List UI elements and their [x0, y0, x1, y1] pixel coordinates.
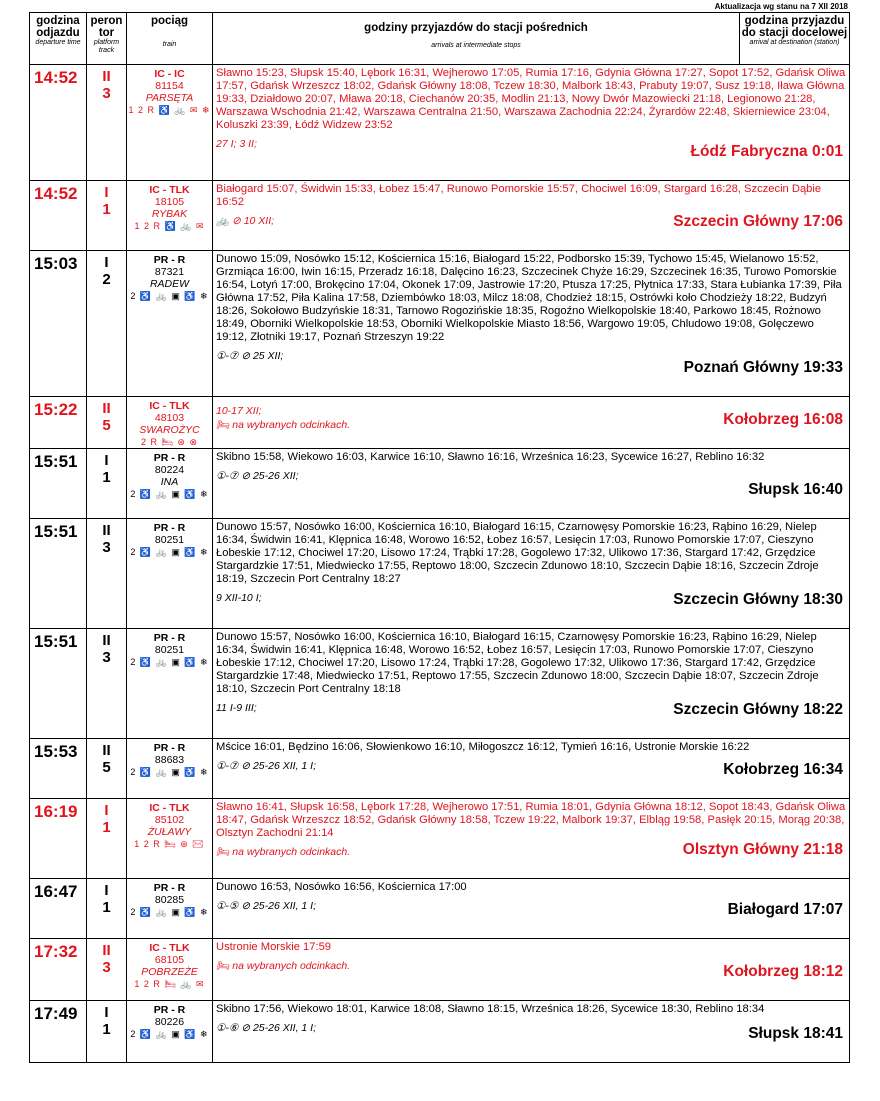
stops-cell — [213, 739, 850, 799]
track: 3 — [102, 539, 111, 556]
train-category: IC - TLK — [149, 802, 190, 814]
train-amenities-icons: 1 2 R 🛏 ⊛ ✉ — [134, 839, 205, 849]
platform: I — [104, 254, 109, 271]
header-stops: godziny przyjazdów do stacji pośrednich arrivals at intermediate stops — [213, 13, 740, 65]
table-row — [30, 739, 850, 799]
calendar-note: 27 I; 3 II; — [216, 138, 257, 150]
destination: Kołobrzeg 18:12 — [723, 963, 843, 980]
train-category: PR - R — [153, 254, 186, 266]
header-train: pociąg train — [127, 13, 213, 65]
intermediate-stops: Białogard 15:07, Świdwin 15:33, Łobez 15:47, Runowo Pomorskie 15:57, Chociwel 16:09, Stargard 16:28, Szczecin Dąbie 16:52 — [216, 183, 822, 208]
timetable — [29, 12, 850, 1063]
calendar-note: ①-⑦ ⊘ 25-26 XII, 1 I; — [216, 760, 316, 772]
train-amenities-icons: 2 R 🛏 ⊛ ⊗ — [140, 437, 198, 447]
calendar-note: 10-17 XII; — [216, 405, 262, 417]
train-number: 87321 — [154, 266, 185, 278]
platform-track — [87, 1001, 127, 1063]
departure-time: 15:22 — [30, 397, 87, 449]
intermediate-stops: Dunowo 15:57, Nosówko 16:00, Kościernica 16:10, Białogard 16:15, Czarnowęsy Pomorskie 16:23, Rąbino 16:29, Nielep 16:34, Świdwin 16:41, Klępnica 16:48, Worowo 16:52, Łobez 16:57, Lesięcin 17:03, Runowo Pomorskie 17:07, Cieszyno Łobeskie 17:12, Chociwel 17:20, Lisowo 17:24, Trąbki 17:28, Gogolewo 17:32, Ulikowo 17:36, Stargard 17:42, Grzędzice Stargardzkie 17:48, Miedwiecko 17:51, Reptowo 17:55, Szczecin Zdunowo 18:00, Szczecin Dąbie 18:07, Szczecin Zdroje 18:10, Szczecin Port Centralny 18:18 — [216, 631, 819, 695]
train-amenities-icons: 2 ♿ 🚲 ▣ ♿ ❄ — [130, 657, 209, 667]
train-amenities-icons: 2 ♿ 🚲 ▣ ♿ ❄ — [130, 1029, 209, 1039]
calendar-note: 🛏 na wybranych odcinkach. — [216, 846, 351, 858]
train-number: 68105 — [154, 954, 185, 966]
train-number: 88683 — [154, 754, 185, 766]
departure-time: 15:51 — [30, 629, 87, 739]
train-name: RYBAK — [151, 208, 188, 220]
platform-track — [87, 739, 127, 799]
table-row — [30, 879, 850, 939]
table-row — [30, 799, 850, 879]
stops-cell — [213, 251, 850, 397]
platform: II — [102, 742, 111, 759]
platform: I — [104, 882, 109, 899]
calendar-note: ①-⑦ ⊘ 25 XII; — [216, 350, 284, 362]
stops-cell — [213, 519, 850, 629]
train-info — [127, 939, 213, 1001]
train-category: PR - R — [153, 882, 186, 894]
track: 1 — [102, 1021, 111, 1038]
train-category: PR - R — [153, 632, 186, 644]
platform-track — [87, 879, 127, 939]
platform-track — [87, 629, 127, 739]
train-amenities-icons: 1 2 R ♿ 🚲 ✉ ❄ — [128, 105, 211, 115]
platform: II — [102, 522, 111, 539]
intermediate-stops: Dunowo 15:09, Nosówko 15:12, Kościernica 15:16, Białogard 15:22, Podborsko 15:39, Tychowo 15:45, Wielanowo 15:52, Grzmiąca 16:00, Iwin 16:15, Przeradz 16:18, Dalęcino 16:23, Szczecinek Chyże 16:29, Szczecinek 16:35, Turowo Pomorskie 16:54, Lotyń 17:00, Brokęcino 17:04, Okonek 17:09, Jastrowie 17:20, Ptusza 17:25, Płytnica 17:33, Stara Łubianka 17:39, Piła Główna 17:52, Piła Kalina 17:58, Dziembówko 18:03, Milcz 18:08, Chodzież 18:15, Ostrówki koło Chodzieży 18:22, Budzyń 18:26, Sokołowo Budzyńskie 18:31, Tarnowo Rogozińskie 18:35, Rogoźno Wielkopolskie 18:40, Parkowo 18:45, Rożnowo 18:49, Oborniki Wielkopolskie 18:53, Oborniki Wielkopolskie Miasto 18:56, Wargowo 19:05, Chludowo 19:08, Golęczewo 19:12, Złotniki 19:17, Poznań Strzeszyn 19:22 — [216, 253, 842, 343]
train-number: 85102 — [154, 814, 185, 826]
train-info — [127, 397, 213, 449]
destination: Poznań Główny 19:33 — [683, 359, 843, 376]
track: 1 — [102, 899, 111, 916]
departure-time: 17:32 — [30, 939, 87, 1001]
stops-cell — [213, 629, 850, 739]
platform: II — [102, 632, 111, 649]
track: 1 — [102, 201, 111, 218]
calendar-note: ①-⑥ ⊘ 25-26 XII, 1 I; — [216, 1022, 316, 1034]
train-info — [127, 739, 213, 799]
table-row — [30, 629, 850, 739]
track: 3 — [102, 959, 111, 976]
intermediate-stops: Mścice 16:01, Będzino 16:06, Słowienkowo 16:10, Miłogoszcz 16:12, Tymień 16:16, Ustronie Morskie 16:22 — [216, 741, 750, 753]
stops-cell — [213, 939, 850, 1001]
train-info — [127, 251, 213, 397]
train-amenities-icons: 1 2 R ♿ 🚲 ✉ — [134, 221, 205, 231]
table-row — [30, 181, 850, 251]
platform-track — [87, 519, 127, 629]
train-info — [127, 65, 213, 181]
train-name: INA — [160, 476, 179, 488]
table-row — [30, 397, 850, 449]
destination: Słupsk 16:40 — [748, 481, 843, 498]
header-destination: godzina przyjazdu do stacji docelowej arrival at destination (station) — [740, 13, 850, 65]
train-number: 80251 — [154, 534, 185, 546]
calendar-note: 9 XII-10 I; — [216, 592, 262, 604]
destination: Białogard 17:07 — [727, 901, 843, 918]
train-amenities-icons: 2 ♿ 🚲 ▣ ♿ ❄ — [130, 907, 209, 917]
train-info — [127, 629, 213, 739]
track: 5 — [102, 417, 111, 434]
train-info — [127, 1001, 213, 1063]
departure-time: 14:52 — [30, 65, 87, 181]
table-row — [30, 1001, 850, 1063]
platform: I — [104, 802, 109, 819]
calendar-note: 🛏 na wybranych odcinkach. — [216, 960, 351, 972]
platform-track — [87, 181, 127, 251]
platform: I — [104, 1004, 109, 1021]
departure-time: 17:49 — [30, 1001, 87, 1063]
table-row — [30, 519, 850, 629]
calendar-note: 11 I-9 III; — [216, 702, 257, 714]
track: 3 — [102, 649, 111, 666]
platform-track — [87, 799, 127, 879]
track: 2 — [102, 271, 111, 288]
train-info — [127, 449, 213, 519]
calendar-note-2: 🛏 na wybranych odcinkach. — [216, 419, 351, 431]
intermediate-stops: Ustronie Morskie 17:59 — [216, 941, 332, 953]
stops-cell — [213, 181, 850, 251]
train-category: IC - IC — [154, 68, 185, 80]
table-row — [30, 65, 850, 181]
destination: Olsztyn Główny 21:18 — [682, 841, 843, 858]
train-category: PR - R — [153, 1004, 186, 1016]
track: 1 — [102, 819, 111, 836]
intermediate-stops: Skibno 15:58, Wiekowo 16:03, Karwice 16:10, Sławno 16:16, Wrześnica 16:23, Sycewice 16:27, Reblino 16:32 — [216, 451, 765, 463]
train-info — [127, 799, 213, 879]
calendar-note: 🚲 ⊘ 10 XII; — [216, 215, 275, 227]
train-info — [127, 519, 213, 629]
train-amenities-icons: 2 ♿ 🚲 ▣ ♿ ❄ — [130, 291, 209, 301]
platform-track — [87, 449, 127, 519]
destination: Kołobrzeg 16:08 — [723, 411, 843, 428]
destination: Szczecin Główny 18:30 — [673, 591, 843, 608]
train-info — [127, 879, 213, 939]
platform-track — [87, 397, 127, 449]
table-row — [30, 251, 850, 397]
header-row — [30, 13, 850, 65]
stops-cell — [213, 449, 850, 519]
train-amenities-icons: 2 ♿ 🚲 ▣ ♿ ❄ — [130, 767, 209, 777]
train-amenities-icons: 1 2 R 🛏 🚲 ✉ — [134, 979, 205, 989]
train-name: SWAROŻYC — [139, 424, 200, 436]
update-note: Aktualizacja wg stanu na 7 XII 2018 — [714, 2, 848, 11]
train-name: ŻUŁAWY — [147, 826, 192, 838]
train-name: RADEW — [149, 278, 190, 290]
train-amenities-icons: 2 ♿ 🚲 ▣ ♿ ❄ — [130, 547, 209, 557]
track: 3 — [102, 85, 111, 102]
intermediate-stops: Dunowo 16:53, Nosówko 16:56, Kościernica 17:00 — [216, 881, 467, 893]
train-name: POBRZEŻE — [141, 966, 198, 978]
train-number: 48103 — [154, 412, 185, 424]
train-category: IC - TLK — [149, 400, 190, 412]
departure-time: 15:51 — [30, 519, 87, 629]
train-number: 80226 — [154, 1016, 185, 1028]
stops-cell — [213, 65, 850, 181]
stops-cell — [213, 1001, 850, 1063]
train-number: 81154 — [155, 80, 184, 92]
departure-time: 16:19 — [30, 799, 87, 879]
platform-track — [87, 939, 127, 1001]
platform: II — [102, 400, 111, 417]
train-number: 80251 — [154, 644, 185, 656]
train-amenities-icons: 2 ♿ 🚲 ▣ ♿ ❄ — [130, 489, 209, 499]
departure-time: 15:03 — [30, 251, 87, 397]
platform: I — [104, 184, 109, 201]
calendar-note: ①-⑦ ⊘ 25-26 XII; — [216, 470, 299, 482]
intermediate-stops: Sławno 15:23, Słupsk 15:40, Lębork 16:31, Wejherowo 17:05, Rumia 17:16, Gdynia Główna 17:27, Sopot 17:52, Gdańsk Oliwa 17:57, Gdańsk Wrzeszcz 18:02, Gdańsk Główny 18:08, Tczew 18:30, Malbork 18:43, Prabuty 19:07, Susz 19:18, Iława Główna 19:33, Działdowo 20:07, Mława 20:18, Ciechanów 20:35, Modlin 21:13, Nowy Dwór Mazowiecki 21:18, Legionowo 21:28, Warszawa Wschodnia 21:42, Warszawa Centralna 21:50, Warszawa Zachodnia 22:24, Żyrardów 22:48, Skierniewice 23:04, Koluszki 23:39, Łódź Widzew 23:52 — [216, 67, 846, 131]
train-category: PR - R — [153, 742, 186, 754]
track: 1 — [102, 469, 111, 486]
track: 5 — [102, 759, 111, 776]
platform: II — [102, 68, 111, 85]
destination: Łódź Fabryczna 0:01 — [690, 143, 843, 160]
intermediate-stops: Dunowo 15:57, Nosówko 16:00, Kościernica 16:10, Białogard 16:15, Czarnowęsy Pomorskie 16:23, Rąbino 16:29, Nielep 16:34, Świdwin 16:41, Klępnica 16:48, Worowo 16:52, Łobez 16:57, Lesięcin 17:03, Runowo Pomorskie 17:07, Cieszyno Łobeskie 17:12, Chociwel 17:20, Lisowo 17:24, Trąbki 17:28, Gogolewo 17:32, Ulikowo 17:36, Stargard 17:42, Grzędzice Stargardzkie 17:51, Miedwiecko 17:55, Reptowo 18:00, Szczecin Zdunowo 18:10, Szczecin Dąbie 18:16, Szczecin Zdroje 18:19, Szczecin Port Centralny 18:27 — [216, 521, 819, 585]
platform-track — [87, 65, 127, 181]
table-row — [30, 939, 850, 1001]
train-info — [127, 181, 213, 251]
table-row — [30, 449, 850, 519]
destination: Szczecin Główny 18:22 — [673, 701, 843, 718]
header-departure: godzina odjazdu departure time — [30, 13, 87, 65]
train-category: PR - R — [153, 522, 186, 534]
stops-cell — [213, 397, 850, 449]
header-platform: peron tor platform track — [87, 13, 127, 65]
destination: Szczecin Główny 17:06 — [673, 213, 843, 230]
departure-time: 14:52 — [30, 181, 87, 251]
platform: II — [102, 942, 111, 959]
train-name: PARSĘTA — [145, 92, 194, 104]
destination: Słupsk 18:41 — [748, 1025, 843, 1042]
train-number: 80285 — [154, 894, 185, 906]
departure-time: 15:51 — [30, 449, 87, 519]
train-category: IC - TLK — [149, 942, 190, 954]
intermediate-stops: Sławno 16:41, Słupsk 16:58, Lębork 17:28, Wejherowo 17:51, Rumia 18:01, Gdynia Główna 18:12, Sopot 18:43, Gdańsk Oliwa 18:47, Gdańsk Wrzeszcz 18:52, Gdańsk Główny 18:58, Tczew 19:22, Malbork 19:37, Elbląg 19:58, Pasłęk 20:15, Morąg 20:38, Olsztyn Zachodni 21:14 — [216, 801, 846, 839]
train-category: IC - TLK — [149, 184, 190, 196]
stops-cell — [213, 879, 850, 939]
train-category: PR - R — [153, 452, 186, 464]
platform: I — [104, 452, 109, 469]
stops-cell — [213, 799, 850, 879]
platform-track — [87, 251, 127, 397]
intermediate-stops: Skibno 17:56, Wiekowo 18:01, Karwice 18:08, Sławno 18:15, Wrześnica 18:26, Sycewice 18:30, Reblino 18:34 — [216, 1003, 765, 1015]
departure-time: 16:47 — [30, 879, 87, 939]
departure-time: 15:53 — [30, 739, 87, 799]
destination: Kołobrzeg 16:34 — [723, 761, 843, 778]
calendar-note: ①-⑤ ⊘ 25-26 XII, 1 I; — [216, 900, 316, 912]
train-number: 18105 — [154, 196, 185, 208]
train-number: 80224 — [154, 464, 185, 476]
